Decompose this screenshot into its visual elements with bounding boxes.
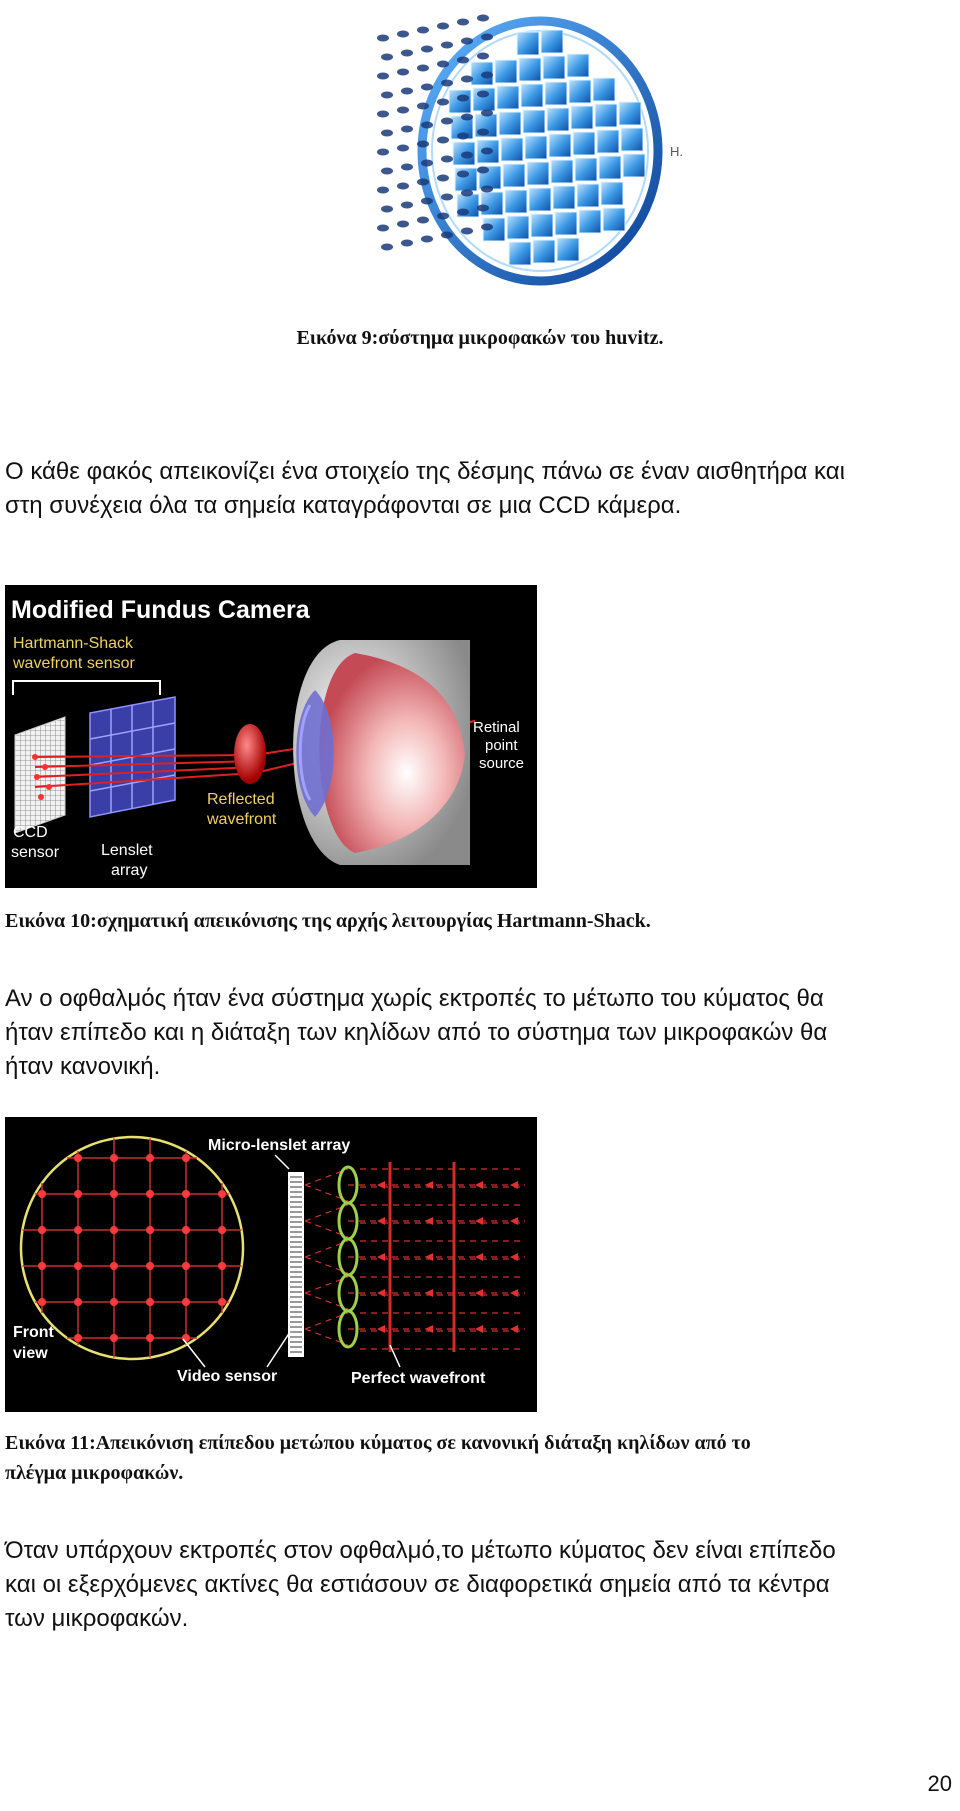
figure-9-caption: Εικόνα 9:σύστημα μικροφακών του huvitz. xyxy=(296,327,664,349)
reflected-label-line: wavefront xyxy=(207,811,277,828)
figure-11-caption-line: πλέγμα μικροφακών. xyxy=(5,1462,184,1484)
reflected-wavefront-shape xyxy=(234,724,266,784)
paragraph-2-line: ήταν κανονική. xyxy=(5,1053,161,1080)
paragraph-3-line: και οι εξερχόμενες ακτίνες θα εστιάσουν σε διαφορετικά σημεία από τα κέντρα xyxy=(5,1571,830,1598)
retinal-label-line: Retinal xyxy=(473,719,520,736)
page-number: 20 xyxy=(927,1771,952,1796)
paragraph-1-line: στη συνέχεια όλα τα σημεία καταγράφονται σε μια CCD κάμερα. xyxy=(5,492,682,519)
figure-11-caption xyxy=(5,1428,955,1488)
paragraph-2-line: ήταν επίπεδο και η διάταξη των κηλίδων από το σύστημα των μικροφακών θα xyxy=(5,1019,828,1046)
paragraph-1 xyxy=(5,455,955,523)
paragraph-3 xyxy=(5,1534,955,1636)
sensor-label-line: Hartmann-Shack xyxy=(13,635,134,652)
front-view-label-line: view xyxy=(13,1345,48,1362)
figure-10-title: Modified Fundus Camera xyxy=(11,596,310,624)
figure-10-image xyxy=(5,585,537,888)
retinal-label-line: point xyxy=(485,737,518,754)
paragraph-1-line: Ο κάθε φακός απεικονίζει ένα στοιχείο της δέσμης πάνω σε έναν αισθητήρα και xyxy=(5,458,845,485)
reflected-label-line: Reflected xyxy=(207,791,275,808)
figure-9-label: H. xyxy=(670,144,683,159)
ccd-label-line: CCD xyxy=(13,824,48,841)
lenslet-label-line: array xyxy=(111,862,148,879)
paragraph-3-line: των μικροφακών. xyxy=(5,1605,189,1632)
paragraph-3-line: Όταν υπάρχουν εκτροπές στον οφθαλμό,το μέτωπο κύματος δεν είναι επίπεδο xyxy=(5,1537,836,1564)
lenslet-label-line: Lenslet xyxy=(101,842,153,859)
eye-shape xyxy=(293,640,470,865)
video-sensor-label: Video sensor xyxy=(177,1368,278,1385)
figure-10-caption: Εικόνα 10:σχηματική απεικόνισης της αρχής λειτουργίας Hartmann-Shack. xyxy=(5,910,651,932)
sensor-bracket xyxy=(13,681,160,695)
figure-11-image xyxy=(5,1117,537,1412)
video-sensor-shape xyxy=(288,1172,304,1357)
ccd-label-line: sensor xyxy=(11,844,60,861)
figure-11-caption-line: Εικόνα 11:Απεικόνιση επίπεδου μετώπου κύματος σε κανονική διάταξη κηλίδων από το xyxy=(5,1432,751,1454)
retinal-label-line: source xyxy=(479,755,525,772)
front-view-grid xyxy=(21,1137,243,1359)
perfect-wavefront-lines xyxy=(390,1162,454,1352)
figure-9-image xyxy=(375,8,695,298)
paragraph-2-line: Αν ο οφθαλμός ήταν ένα σύστημα χωρίς εκτροπές το μέτωπο του κύματος θα xyxy=(5,985,824,1012)
front-view-label-line: Front xyxy=(13,1324,54,1341)
micro-lenslet-label: Micro-lenslet array xyxy=(208,1137,351,1154)
sensor-label-line: wavefront sensor xyxy=(13,655,135,672)
paragraph-2 xyxy=(5,982,955,1084)
perfect-wavefront-label: Perfect wavefront xyxy=(351,1370,486,1387)
